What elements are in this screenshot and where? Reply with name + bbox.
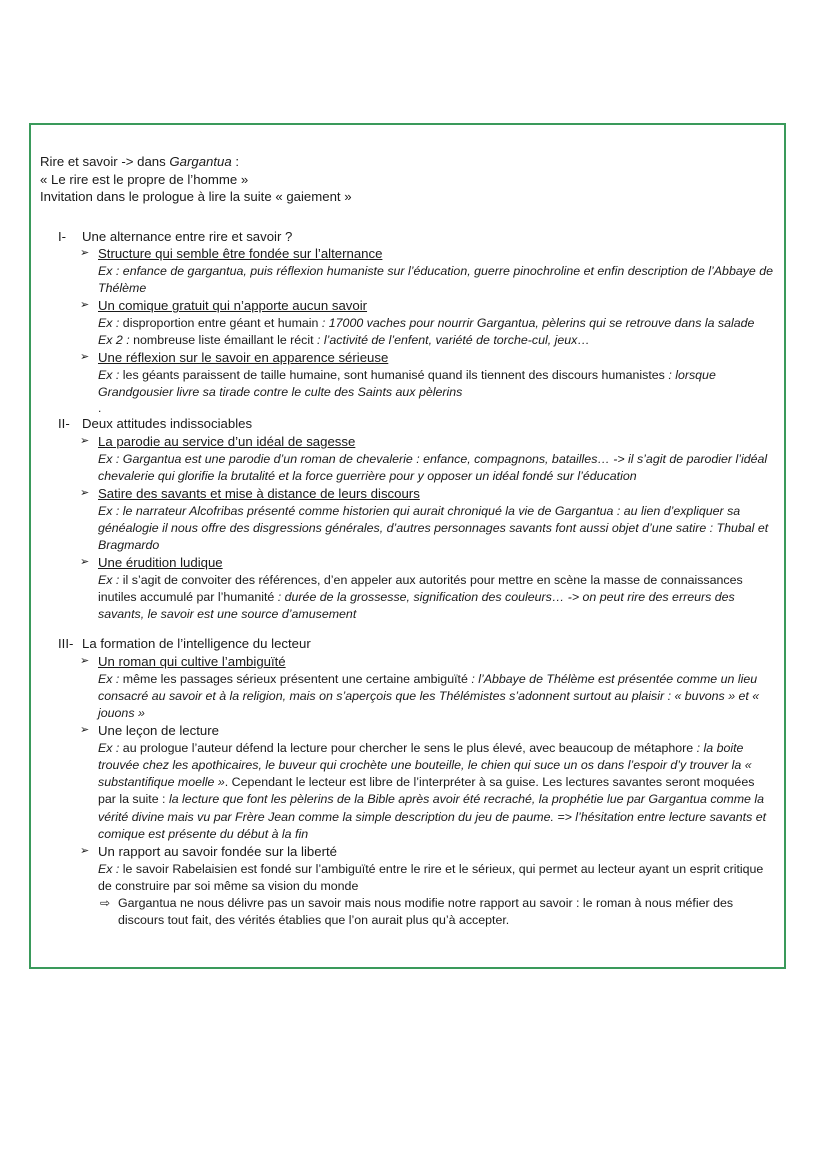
list-item — [40, 653, 780, 722]
arrowhead-bullet-icon: ➢ — [80, 299, 90, 312]
example-text: Ex : enfance de gargantua, puis réflexion humaniste sur l’éducation, guerre pinochroline et enfin description de l’Abbaye de Thélème — [98, 263, 774, 296]
list-item — [40, 433, 780, 485]
example-text: Ex : le narrateur Alcofribas présenté comme historien qui aurait chroniqué la vie de Gargantua : au lien d’expliquer sa généalogie il nous offre des disgressions générales, d’autres personnages savants font aussi objet d’une satire : Thubal et Bragmardo — [98, 503, 769, 552]
item-heading: Une leçon de lecture — [98, 723, 219, 739]
trailing-dot: . — [98, 401, 102, 416]
section-title: I- Une alternance entre rire et savoir ? — [58, 228, 293, 244]
section-title: II- Deux attitudes indissociables — [58, 416, 253, 432]
arrowhead-bullet-icon: ➢ — [80, 351, 90, 364]
list-item — [40, 843, 780, 895]
example-text: Ex : même les passages sérieux présentent une certaine ambiguïté : l’Abbaye de Thélème est présentée comme un lieu consacré au savoir et à la religion, mais on s’aperçois que les Thélémistes s’adonnent surtout au plaisir : « buvons » et « jouons » — [98, 671, 760, 720]
example-text: Ex 2 : nombreuse liste émaillant le récit : l’activité de l’enfent, variété de torche-cul, jeux… — [98, 333, 590, 348]
section-title: III- La formation de l’intelligence du lecteur — [58, 636, 311, 652]
example-text: Ex : disproportion entre géant et humain : 17000 vaches pour nourrir Gargantua, pèlerins qui se retrouve dans la salade — [98, 315, 755, 330]
arrowhead-bullet-icon: ➢ — [80, 434, 90, 447]
section-3 — [40, 635, 780, 929]
example-text: Ex : les géants paraissent de taille humaine, sont humanisé quand ils tiennent des discours humanistes : lorsque Grandgousier livre sa tirade contre le culte des Saints aux pèlerins — [98, 367, 716, 400]
example-text: Ex : il s’agit de convoiter des références, d’en appeler aux autorités pour mettre en scène la masse de connaissances inutiles accumulé par l’humanité : durée de la grossesse, signification des couleurs… -> on peut rire des erreurs des savants, le savoir est une source d’amusement — [98, 572, 743, 622]
item-heading: Un roman qui cultive l’ambiguïté — [98, 653, 286, 669]
list-item — [40, 722, 780, 843]
arrowhead-bullet-icon: ➢ — [80, 844, 90, 857]
intro-line-3: Invitation dans le prologue à lire la suite « gaiement » — [40, 189, 352, 205]
intro-line-1: Rire et savoir -> dans Gargantua : — [40, 154, 240, 169]
list-item — [40, 349, 780, 401]
item-heading: Une érudition ludique — [98, 555, 223, 571]
item-heading: Structure qui semble être fondée sur l’alternance — [98, 246, 383, 262]
item-heading: Satire des savants et mise à distance de leurs discours — [98, 485, 420, 501]
list-item — [40, 485, 780, 554]
example-text: Ex : Gargantua est une parodie d’un roman de chevalerie : enfance, compagnons, batailles… -> il s’agit de parodier l’idéal chevalerie qui glorifie la brutalité et la force guerrière pour y opposer un idéal fondé sur l’éducation — [98, 451, 768, 483]
section-number: I- — [58, 228, 67, 244]
hollow-right-arrow-icon: ⇨ — [100, 895, 111, 910]
intro — [40, 153, 780, 206]
item-heading: La parodie au service d’un idéal de sagesse — [98, 433, 356, 449]
section-2 — [40, 415, 780, 623]
example-text: Ex : le savoir Rabelaisien est fondé sur l’ambiguïté entre le rire et le sérieux, qui permet au lecteur ayant un esprit critique de construire par soi même sa vision du monde — [98, 861, 764, 893]
section-number: III- — [58, 636, 74, 652]
arrowhead-bullet-icon: ➢ — [80, 247, 90, 260]
arrowhead-bullet-icon: ➢ — [80, 654, 90, 667]
item-heading: Un comique gratuit qui n’apporte aucun savoir — [98, 298, 368, 314]
document-body — [40, 153, 780, 929]
example-text: Ex : au prologue l’auteur défend la lecture pour chercher le sens le plus élevé, avec beaucoup de métaphore : la boite trouvée chez les apothicaires, le buveur qui crochète une bouteille, le chien qui suce un os dans l’espoir d’y trouver la « substantifique moelle ». Cependant le lecteur est libre de l’interpréter à sa guise. Les lectures savantes seront moquées par la suite : la lecture que font les pèlerins de la Bible après avoir été recraché, la prophétie lue par Gargantua comme la vérité divine mais vu par Frère Jean comme la simple description du jeu de paume. => l’hésitation entre lecture savants et comique est présente du début à la fin — [98, 740, 767, 841]
list-item — [40, 245, 780, 297]
section-1 — [40, 228, 780, 416]
conclusion: ⇨ Gargantua ne nous délivre pas un savoir mais nous modifie notre rapport au savoir : le roman à nous méfier des discours tout fait, des vérités établies que l’on aurait plus qu’à accepter. — [100, 895, 734, 928]
list-item — [40, 297, 780, 349]
arrowhead-bullet-icon: ➢ — [80, 486, 90, 499]
arrowhead-bullet-icon: ➢ — [80, 556, 90, 569]
item-heading: Un rapport au savoir fondée sur la liberté — [98, 843, 337, 859]
list-item — [40, 554, 780, 623]
arrowhead-bullet-icon: ➢ — [80, 724, 90, 737]
item-heading: Une réflexion sur le savoir en apparence sérieuse — [98, 350, 389, 366]
section-number: II- — [58, 416, 70, 432]
intro-line-2: « Le rire est le propre de l’homme » — [40, 171, 249, 187]
